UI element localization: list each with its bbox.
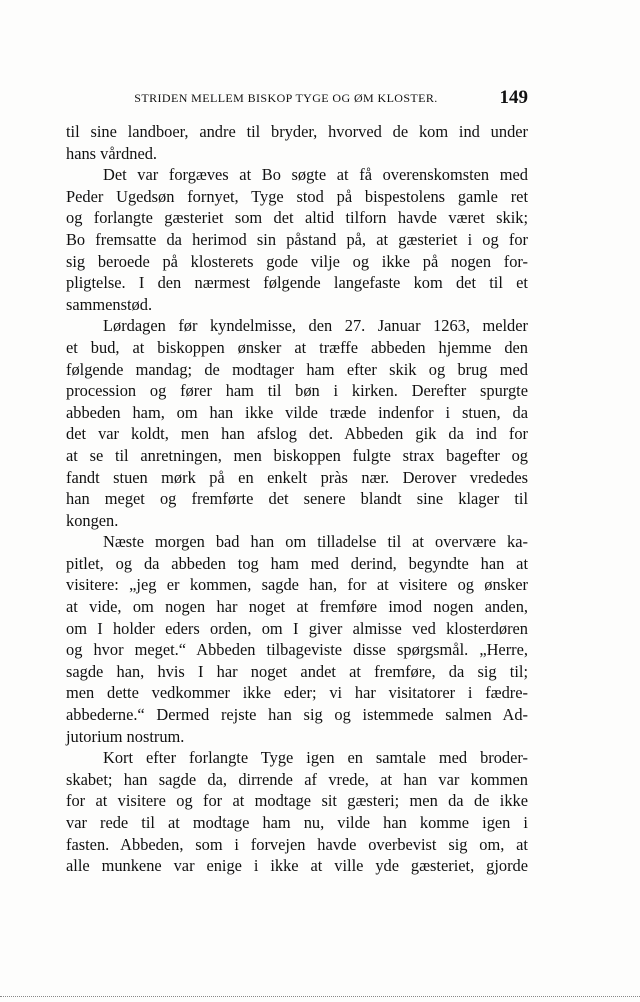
body-text bbox=[66, 121, 528, 877]
text-line: han meget og fremførte det senere blandt sine klager til bbox=[66, 489, 528, 509]
text-line: Lørdagen før kyndelmisse, den 27. Januar 1263, melder bbox=[103, 316, 528, 336]
text-line: at vide, om nogen har noget at fremføre imod nogen anden, bbox=[66, 597, 528, 617]
text-line: om I holder eders orden, om I giver almisse ved klosterdøren bbox=[66, 618, 528, 638]
text-line: sammenstød. bbox=[66, 294, 153, 314]
text-line: Peder Ugedsøn fornyet, Tyge stod på bispestolens gamle ret bbox=[66, 186, 528, 206]
text-line: jutorium nostrum. bbox=[66, 726, 185, 746]
running-header bbox=[66, 88, 528, 112]
text-line: fasten. Abbeden, som i forvejen havde overbevist sig om, at bbox=[66, 834, 528, 854]
text-line: kongen. bbox=[66, 510, 119, 530]
text-line: pligtelse. I den nærmest følgende langefaste kom det til et bbox=[66, 273, 528, 293]
text-line: og hvor meget.“ Abbeden tilbageviste disse spørgsmål. „Herre, bbox=[66, 640, 528, 660]
running-title: STRIDEN MELLEM BISKOP TYGE OG ØM KLOSTER. bbox=[134, 91, 438, 105]
page-number: 149 bbox=[499, 87, 528, 108]
bottom-edge-rule bbox=[0, 996, 640, 997]
text-line: det var koldt, men han afslog det. Abbeden gik da ind for bbox=[66, 424, 528, 444]
text-line: abbederne.“ Dermed rejste han sig og istemmede salmen Ad- bbox=[66, 705, 528, 725]
text-line: Næste morgen bad han om tilladelse til at overvære ka- bbox=[103, 532, 528, 552]
text-line: og forlangte gæsteriet som det altid tilforn havde været skik; bbox=[66, 208, 528, 228]
text-line: Det var forgæves at Bo søgte at få overenskomsten med bbox=[103, 165, 528, 185]
text-line: Kort efter forlangte Tyge igen en samtale med broder- bbox=[103, 748, 528, 768]
text-line: var rede til at modtage ham nu, vilde han komme igen i bbox=[66, 813, 528, 832]
text-line: skabet; han sagde da, dirrende af vrede, at han var kommen bbox=[66, 769, 528, 789]
text-line: visitere: „jeg er kommen, sagde han, for at visitere og ønsker bbox=[66, 575, 528, 595]
text-line: til sine landboer, andre til bryder, hvorved de kom ind under bbox=[66, 122, 528, 141]
text-line: abbeden ham, om han ikke vilde træde indenfor i stuen, da bbox=[66, 402, 528, 422]
text-line: hans vårdned. bbox=[66, 143, 158, 163]
text-line: Bo fremsatte da herimod sin påstand på, at gæsteriet i og for bbox=[66, 229, 528, 249]
text-line: sig beroede på klosterets gode vilje og ikke på nogen for- bbox=[66, 251, 528, 271]
text-line: fandt stuen mørk på en enkelt pràs nær. Derover vrededes bbox=[66, 467, 528, 487]
text-line: procession og fører ham til bøn i kirken. Derefter spurgte bbox=[66, 381, 528, 401]
text-line: et bud, at biskoppen ønsker at træffe abbeden hjemme den bbox=[66, 337, 528, 357]
text-line: sagde han, hvis I har noget andet at fremføre, da sig til; bbox=[66, 661, 528, 681]
text-line: for at visitere og for at modtage sit gæsteri; men da de ikke bbox=[66, 791, 528, 811]
text-line: men dette vedkommer ikke eder; vi har visitatorer i fædre- bbox=[66, 683, 528, 703]
text-line: pitlet, og da abbeden tog ham med derind, begyndte han at bbox=[66, 553, 528, 573]
text-line: alle munkene var enige i ikke at ville yde gæsteriet, gjorde bbox=[66, 856, 528, 876]
text-line: at se til anretningen, men biskoppen fulgte strax bagefter og bbox=[66, 445, 528, 465]
text-line: følgende mandag; de modtager ham efter skik og brug med bbox=[66, 359, 528, 379]
